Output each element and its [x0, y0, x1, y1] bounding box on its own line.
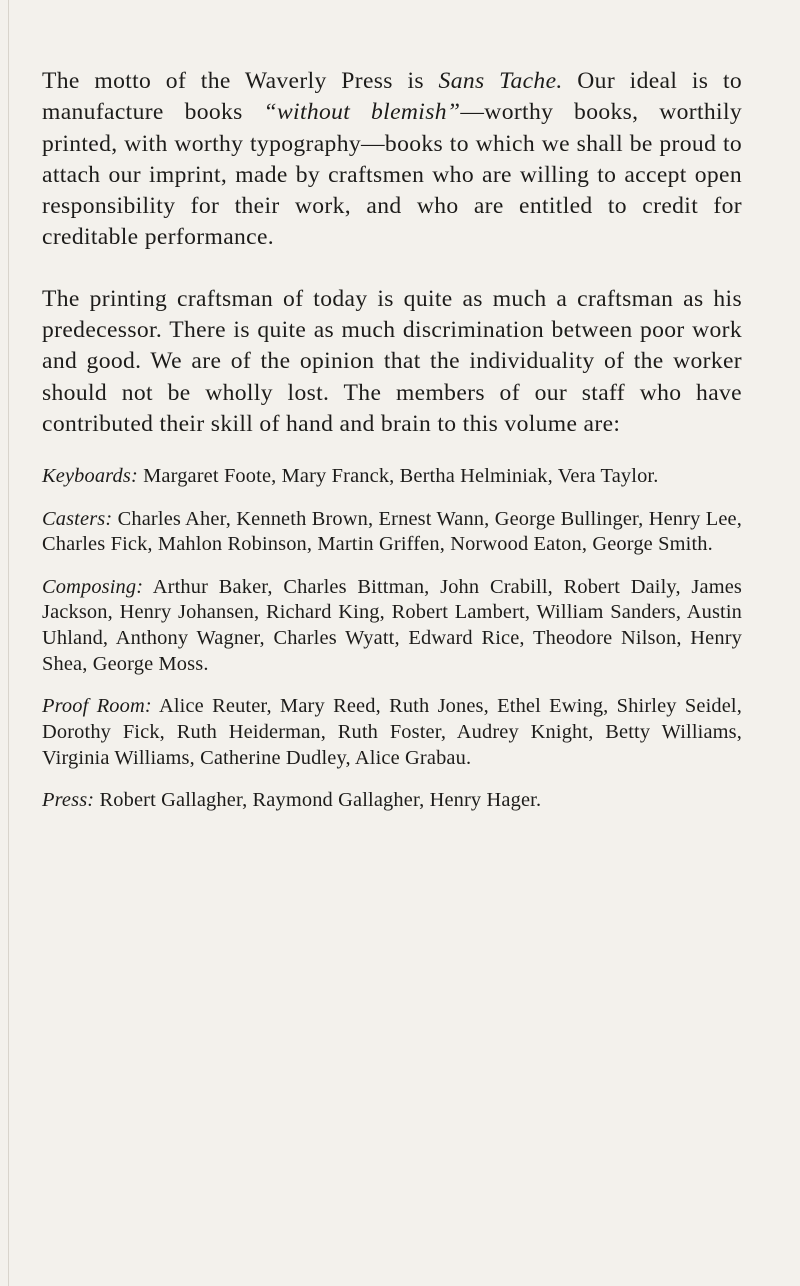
- staff-names: Arthur Baker, Charles Bittman, John Crabill, Robert Daily, James Jackson, Henry Johansen, Richard King, Robert Lambert, William Sanders, Austin Uhland, Anthony Wagner, Charles Wyatt, Edward Rice, Theodore Nilson, Henry Shea, George Moss.: [42, 575, 742, 676]
- staff-entry-keyboards: [42, 464, 742, 490]
- staff-label: Casters:: [42, 507, 113, 530]
- motto-intro: The motto of the Waverly Press is: [42, 68, 439, 94]
- staff-names: Alice Reuter, Mary Reed, Ruth Jones, Ethel Ewing, Shirley Seidel, Dorothy Fick, Ruth Heiderman, Ruth Foster, Audrey Knight, Betty Williams, Virginia Williams, Catherine Dudley, Alice Grabau.: [42, 695, 742, 769]
- staff-label: Proof Room:: [42, 695, 152, 718]
- staff-names: Charles Aher, Kenneth Brown, Ernest Wann, George Bullinger, Henry Lee, Charles Fick, Mahlon Robinson, Martin Griffen, Norwood Eaton, George Smith.: [42, 507, 742, 556]
- staff-entry-press: [42, 788, 742, 814]
- staff-entry-composing: [42, 575, 742, 678]
- motto-text: Sans Tache.: [438, 68, 563, 94]
- motto-mid: Our ideal is to manufacture books: [42, 68, 743, 126]
- motto-quote: “without blemish”: [263, 99, 461, 126]
- staff-label: Press:: [42, 789, 95, 812]
- staff-entry-proof-room: [42, 694, 742, 771]
- staff-entry-casters: [42, 507, 742, 559]
- staff-label: Keyboards:: [42, 465, 138, 488]
- staff-names: Robert Gallagher, Raymond Gallagher, Henry Hager.: [99, 789, 542, 812]
- staff-label: Composing:: [42, 575, 144, 598]
- motto-paragraph: [42, 66, 742, 254]
- craftsman-paragraph: The printing craftsman of today is quite as much a craftsman as his predecessor. There is quite as much discrimination between poor work and good. We are of the opinion that the individuality of the worker should not be wholly lost. The members of our staff who have contributed their skill of hand and brain to this volume are:: [42, 285, 742, 437]
- motto-rest: —worthy books, worthily printed, with worthy typography—books to which we shall be proud to attach our imprint, made by craftsmen who are willing to accept open responsibility for their work, and who are entitled to credit for creditable performance.: [42, 99, 742, 251]
- staff-names: Margaret Foote, Mary Franck, Bertha Helminiak, Vera Taylor.: [143, 465, 659, 488]
